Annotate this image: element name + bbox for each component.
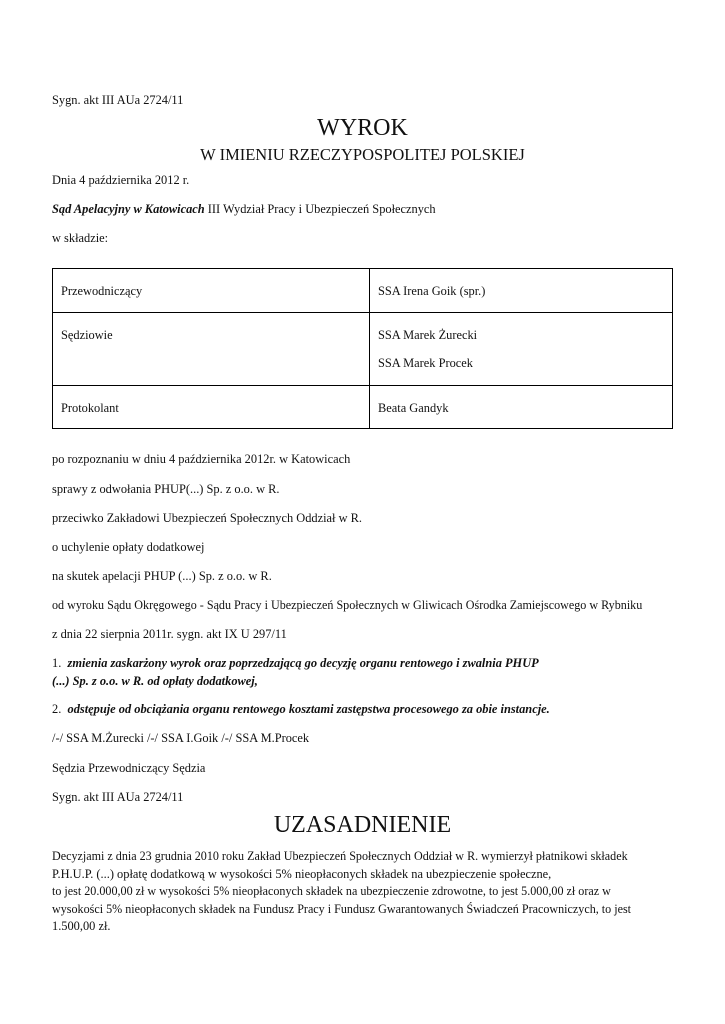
- body-line: o uchylenie opłaty dodatkowej: [52, 540, 205, 554]
- justification-paragraph: [52, 848, 675, 936]
- body-line: z dnia 22 sierpnia 2011r. sygn. akt IX U 297/11: [52, 627, 287, 641]
- judge-name: SSA Marek Żurecki: [378, 328, 478, 342]
- composition-label: w składzie:: [52, 231, 109, 245]
- judges-names: [370, 313, 673, 386]
- paragraph-line: Decyzjami z dnia 23 grudnia 2010 roku Zakład Ubezpieczeń Społecznych Oddział w R. wymierzył płatnikowi składek: [52, 849, 628, 863]
- table-row: [53, 386, 673, 429]
- judgment-subtitle: W IMIENIU RZECZYPOSPOLITEJ POLSKIEJ: [200, 145, 525, 164]
- judge-name: SSA Marek Procek: [378, 356, 473, 370]
- case-number-top: Sygn. akt III AUa 2724/11: [52, 93, 184, 107]
- body-line: na skutek apelacji PHUP (...) Sp. z o.o. w R.: [52, 569, 272, 583]
- ruling-number: 2.: [52, 702, 62, 716]
- clerk-role: Protokolant: [53, 386, 370, 429]
- court-name: Sąd Apelacyjny w Katowicach: [52, 202, 205, 216]
- ruling-text: odstępuje od obciążania organu rentowego kosztami zastępstwa procesowego za obie instancje.: [67, 702, 550, 716]
- judges-role: Sędziowie: [53, 313, 370, 386]
- case-number-bottom: Sygn. akt III AUa 2724/11: [52, 790, 184, 804]
- table-row: [53, 269, 673, 313]
- judgment-title: WYROK: [317, 115, 408, 141]
- court-division: III Wydział Pracy i Ubezpieczeń Społecznych: [204, 202, 436, 216]
- paragraph-line: to jest 20.000,00 zł w wysokości 5% nieopłaconych składek na ubezpieczenie zdrowotne, to jest 5.000,00 zł oraz w: [52, 884, 611, 898]
- body-line: od wyroku Sądu Okręgowego - Sądu Pracy i Ubezpieczeń Społecznych w Gliwicach Ośrodka Zamiejscowego w Rybniku: [52, 598, 643, 612]
- body-line: po rozpoznaniu w dniu 4 października 2012r. w Katowicach: [52, 452, 351, 466]
- ruling-text: zmienia zaskarżony wyrok oraz poprzedzającą go decyzję organu rentowego i zwalnia PHUP: [67, 656, 539, 670]
- justification-title: UZASADNIENIE: [273, 812, 452, 838]
- composition-table: [52, 268, 673, 429]
- judge-signatures: /-/ SSA M.Żurecki /-/ SSA I.Goik /-/ SSA M.Procek: [52, 731, 310, 745]
- paragraph-line: P.H.U.P. (...) opłatę dodatkową w wysokości 5% nieopłaconych składek na ubezpieczenie społeczne,: [52, 866, 552, 881]
- signature-roles: Sędzia Przewodniczący Sędzia: [52, 761, 206, 775]
- table-row: [53, 313, 673, 386]
- chair-role: Przewodniczący: [53, 269, 370, 313]
- ruling-item-1-continued: (...) Sp. z o.o. w R. od opłaty dodatkowej,: [52, 674, 258, 688]
- paragraph-line: 1.500,00 zł.: [52, 919, 111, 933]
- body-line: sprawy z odwołania PHUP(...) Sp. z o.o. w R.: [52, 482, 280, 496]
- ruling-item-2: [52, 701, 550, 717]
- body-line: przeciwko Zakładowi Ubezpieczeń Społecznych Oddział w R.: [52, 511, 362, 525]
- judgment-date: Dnia 4 października 2012 r.: [52, 173, 190, 187]
- ruling-number: 1.: [52, 656, 62, 670]
- chair-name: SSA Irena Goik (spr.): [370, 269, 673, 313]
- paragraph-line: wysokości 5% nieopłaconych składek na Fundusz Pracy i Fundusz Gwarantowanych Świadczeń Pracowniczych, to jest: [52, 901, 632, 916]
- ruling-item-1: [52, 655, 539, 671]
- court-line: [52, 201, 436, 217]
- clerk-name: Beata Gandyk: [370, 386, 673, 429]
